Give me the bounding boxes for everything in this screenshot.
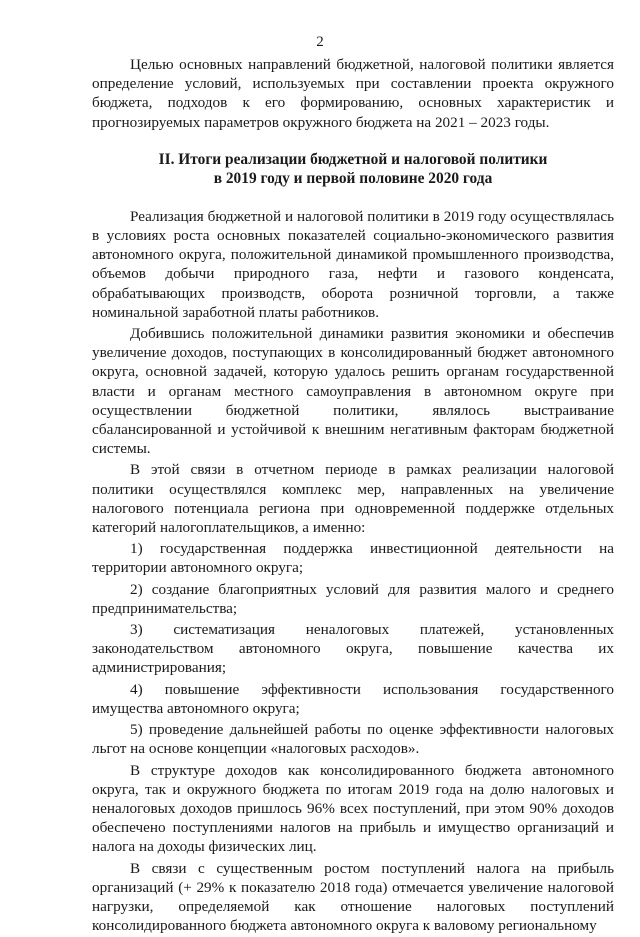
list-item: 3) систематизация неналоговых платежей, установленных законодательством автономного округа, повышение качества их администрирования; bbox=[92, 621, 614, 677]
body-paragraph: В структуре доходов как консолидированного бюджета автономного округа, так и окружного бюджета по итогам 2019 года на долю налоговых и неналоговых доходов пришлось 96% всех поступлений, при этом 90% доходов обеспечено поступлениями налогов на прибыль и имущество организаций и налога на доходы физических лиц. bbox=[92, 761, 614, 856]
body-paragraph: В связи с существенным ростом поступлений налога на прибыль организаций (+ 29% к показателю 2018 года) отмечается увеличение налоговой нагрузки, определяемой как отношение налоговых поступлений консолидированного бюджета автономного округа к валовому региональному bbox=[92, 859, 614, 935]
list-item: 2) создание благоприятных условий для развития малого и среднего предпринимательства; bbox=[92, 580, 614, 617]
list-item: 1) государственная поддержка инвестиционной деятельности на территории автономного округа; bbox=[92, 540, 614, 577]
intro-paragraph: Целью основных направлений бюджетной, налоговой политики является определение условий, используемых при составлении проекта окружного бюджета, подходов к его формированию, основных характеристик и прогнозируемых параметров окружного бюджета на 2021 – 2023 годы. bbox=[92, 56, 614, 131]
body-paragraph: В этой связи в отчетном периоде в рамках реализации налоговой политики осуществлялся комплекс мер, направленных на увеличение налогового потенциала региона при одновременной поддержке отдельных категорий налогоплательщиков, а именно: bbox=[92, 461, 614, 537]
section-heading bbox=[92, 150, 614, 189]
page-number: 2 bbox=[316, 34, 324, 50]
list-item: 4) повышение эффективности использования государственного имущества автономного округа; bbox=[92, 680, 614, 717]
section-heading-line-2: в 2019 году и первой половине 2020 года bbox=[213, 170, 493, 188]
body-paragraph: Добившись положительной динамики развития экономики и обеспечив увеличение доходов, поступающих в консолидированный бюджет автономного округа, основной задачей, которую удалось решить органам государственной власти и органам местного самоуправления в автономном округе при осуществлении бюджетной политики, являлось выстраивание сбалансированной и устойчивой к внешним негативным факторам бюджетной системы. bbox=[92, 325, 614, 458]
list-item: 5) проведение дальнейшей работы по оценке эффективности налоговых льгот на основе концепции «налоговых расходов». bbox=[92, 721, 614, 758]
body-paragraph: Реализация бюджетной и налоговой политики в 2019 году осуществлялась в условиях роста основных показателей социально-экономического развития автономного округа, положительной динамикой промышленного производства, объемов добычи природного газа, нефти и газового конденсата, обрабатывающих производств, оборота розничной торговли, а также номинальной заработной платы работников. bbox=[92, 207, 614, 321]
document-body bbox=[92, 55, 614, 937]
section-heading-line-1: II. Итоги реализации бюджетной и налоговой политики bbox=[158, 150, 548, 168]
